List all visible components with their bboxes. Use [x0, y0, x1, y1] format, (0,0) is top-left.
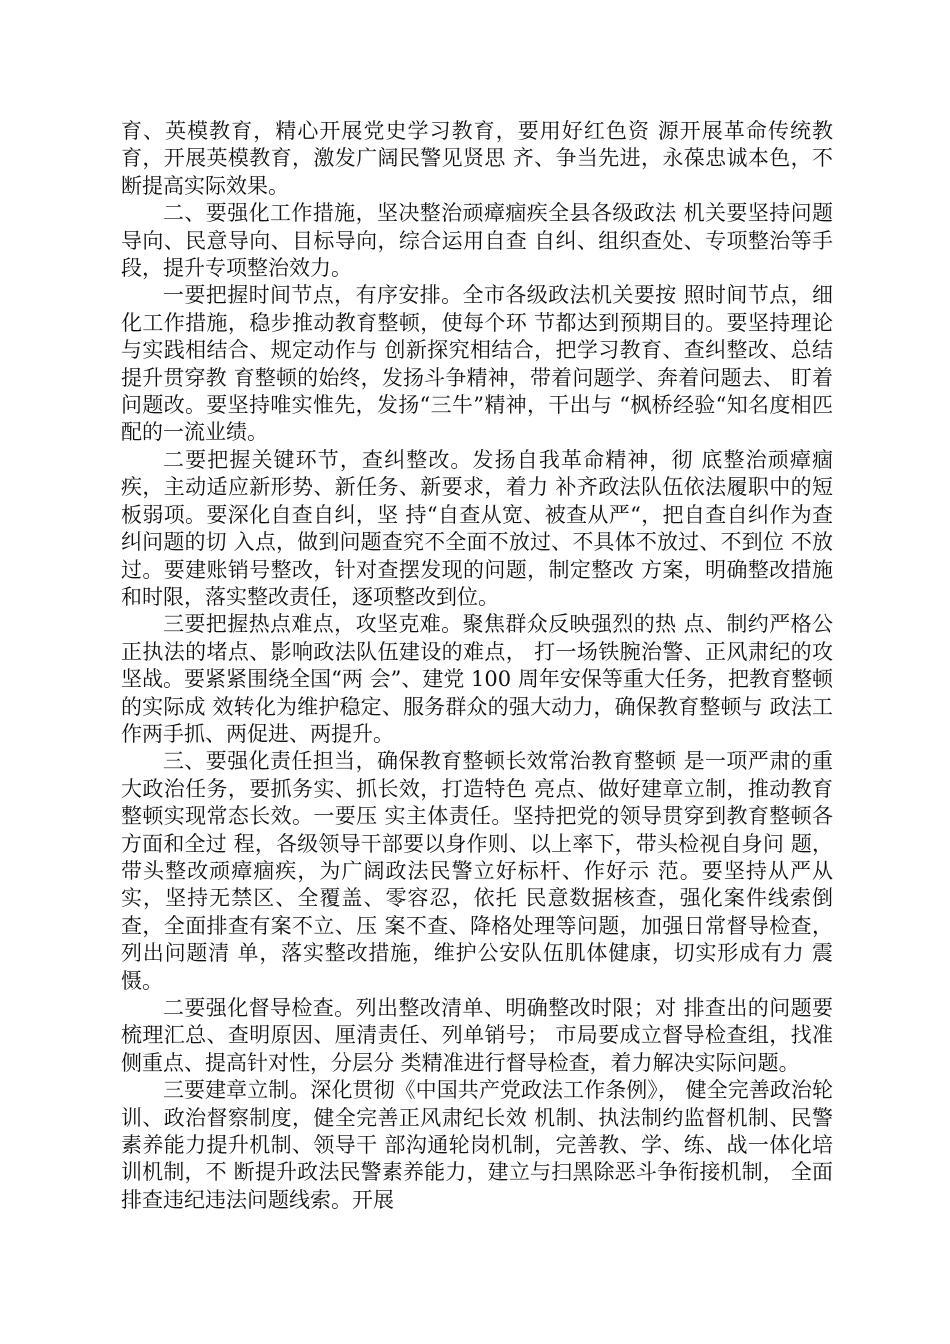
- paragraph-6: 三、要强化责任担当，确保教育整顿长效常治教育整顿 是一项严肃的重大政治任务，要抓务实、抓长效，打造特色 亮点、做好建章立制，推动教育整顿实现常态长效。一要压 实主体责任。坚持把党的领导贯穿到教育整顿各方面和全过 程，各级领导干部要以身作则、以上率下，带头检视自身问 题，带头整改顽瘴痼疾，为广阔政法民警立好标杆、作好示 范。要坚持从严从实，坚持无禁区、全覆盖、零容忍，依托 民意数据核查，强化案件线索倒查，全面排查有案不立、压 案不查、降格处理等问题，加强日常督导检查，列出问题清 单，落实整改措施，维护公安队伍肌体健康，切实形成有力 震慑。: [121, 749, 833, 993]
- paragraph-3: 一要把握时间节点，有序安排。全市各级政法机关要按 照时间节点，细化工作措施，稳步推动教育整顿，使每个环 节都达到预期目的。要坚持理论与实践相结合、规定动作与 创新探究相结合，把学习教育、查纠整改、总结提升贯穿教 育整顿的始终，发扬斗争精神，带着问题学、奔着问题去、 盯着问题改。要坚持唯实惟先，发扬“三牛”精神，干出与 “枫桥经验“知名度相匹配的一流业绩。: [121, 283, 833, 445]
- paragraph-5: 三要把握热点难点，攻坚克难。聚焦群众反映强烈的热 点、制约严格公正执法的堵点、影响政法队伍建设的难点， 打一场铁腕治警、正风肃纪的攻坚战。要紧紧围绕全国“两 会”、建党 100 周年安保等重大任务，把教育整顿的实际成 效转化为维护稳定、服务群众的强大动力，确保教育整顿与 政法工作两手抓、两促进、两提升。: [121, 612, 833, 746]
- document-body: [121, 118, 833, 1214]
- paragraph-1: 育、英模教育，精心开展党史学习教育，要用好红色资 源开展革命传统教育，开展英模教育，激发广阔民警见贤思 齐、争当先进，永葆忠诚本色，不断提高实际效果。: [121, 119, 833, 198]
- paragraph-2: 二、要强化工作措施，坚决整治顽瘴痼疾全县各级政法 机关要坚持问题导向、民意导向、目标导向，综合运用自查 自纠、组织查处、专项整治等手段，提升专项整治效力。: [121, 201, 833, 281]
- paragraph-8: 三要建章立制。深化贯彻《中国共产党政法工作条例》， 健全完善政治轮训、政治督察制度，健全完善正风肃纪长效 机制、执法制约监督机制、民警素养能力提升机制、领导干 部沟通轮岗机制，完善教、学、练、战一体化培训机制，不 断提升政法民警素养能力，建立与扫黑除恶斗争衔接机制， 全面排查违纪违法问题线索。开展: [121, 1078, 833, 1212]
- paragraph-7: 二要强化督导检查。列出整改清单、明确整改时限；对 排查出的问题要梳理汇总、查明原因、厘清责任、列单销号； 市局要成立督导检查组，找准侧重点、提高针对性，分层分 类精准进行督导检查，着力解决实际问题。: [121, 996, 833, 1075]
- paragraph-4: 二要把握关键环节，查纠整改。发扬自我革命精神，彻 底整治顽瘴痼疾，主动适应新形势、新任务、新要求，着力 补齐政法队伍依法履职中的短板弱项。要深化自查自纠，坚 持“自查从宽、被查从严“，把自查自纠作为查纠问题的切 入点，做到问题查究不全面不放过、不具体不放过、不到位 不放过。要建账销号整改，针对查摆发现的问题，制定整改 方案，明确整改措施和时限，落实整改责任，逐项整改到位。: [121, 447, 833, 609]
